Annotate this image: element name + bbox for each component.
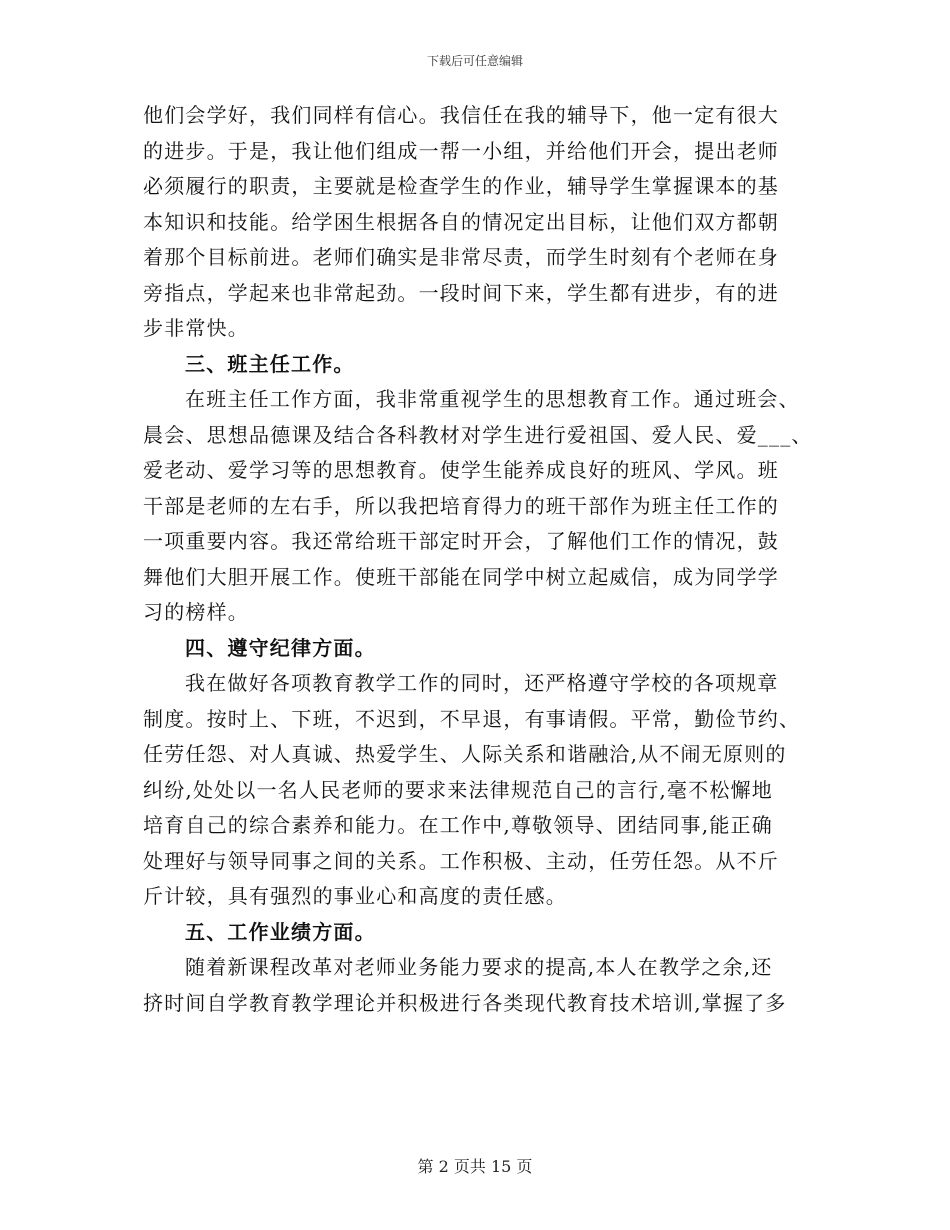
page-header: 下载后可任意编辑 [426,54,523,68]
paragraph-line: 必须履行的职责，主要就是检查学生的作业，辅导学生掌握课本的基 [143,174,779,198]
paragraph-line: 的进步。于是，我让他们组成一帮一小组，并给他们开会，提出老师 [143,138,779,163]
paragraph-line: 斤计较，具有强烈的事业心和高度的责任感。 [143,884,567,908]
section-heading: 五、工作业绩方面。 [185,919,376,944]
page-number: 第 2 页共 15 页 [417,1157,533,1176]
paragraph-line: 他们会学好，我们同样有信心。我信任在我的辅导下，他一定有很大 [143,103,779,127]
paragraph-line: 任劳任怨、对人真诚、热爱学生、人际关系和谐融洽,从不闹无原则的 [143,742,787,766]
paragraph-line: 干部是老师的左右手，所以我把培育得力的班干部作为班主任工作的 [143,493,779,518]
paragraph-line: 处理好与领导同事之间的关系。工作积极、主动，任劳任怨。从不斤 [143,848,779,873]
paragraph-line: 着那个目标前进。老师们确实是非常尽责，而学生时刻有个老师在身 [143,245,779,269]
paragraph-line: 舞他们大胆开展工作。使班干部能在同学中树立起威信，成为同学学 [143,564,779,589]
paragraph-line: 步非常快。 [143,316,249,340]
section-heading: 四、遵守纪律方面。 [185,635,376,660]
section-heading: 三、班主任工作。 [185,351,355,376]
paragraph-line: 挤时间自学教育教学理论并积极进行各类现代教育技术培训,掌握了多 [143,990,787,1015]
paragraph-line: 晨会、思想品德课及结合各科教材对学生进行爱祖国、爱人民、爱___、 [143,422,813,447]
paragraph-line: 制度。按时上、下班，不迟到，不早退，有事请假。平常，勤俭节约、 [143,706,801,731]
document-body [143,98,811,1021]
paragraph-line: 随着新课程改革对老师业务能力要求的提高,本人在教学之余,还 [185,955,773,979]
paragraph-line: 在班主任工作方面，我非常重视学生的思想教育工作。通过班会、 [185,387,800,411]
paragraph-line: 纠纷,处处以一名人民老师的要求来法律规范自己的言行,毫不松懈地 [143,777,773,802]
paragraph-line: 本知识和技能。给学困生根据各自的情况定出目标，让他们双方都朝 [143,209,779,234]
paragraph-line: 习的榜样。 [143,600,249,624]
paragraph-line: 我在做好各项教育教学工作的同时，还严格遵守学校的各项规章 [185,671,779,695]
paragraph-line: 爱老动、爱学习等的思想教育。使学生能养成良好的班风、学风。班 [143,458,779,482]
paragraph-line: 旁指点，学起来也非常起劲。一段时间下来，学生都有进步，有的进 [143,280,779,305]
paragraph-line: 一项重要内容。我还常给班干部定时开会，了解他们工作的情况，鼓 [143,529,779,553]
paragraph-line: 培育自己的综合素养和能力。在工作中,尊敬领导、团结同事,能正确 [143,813,773,837]
